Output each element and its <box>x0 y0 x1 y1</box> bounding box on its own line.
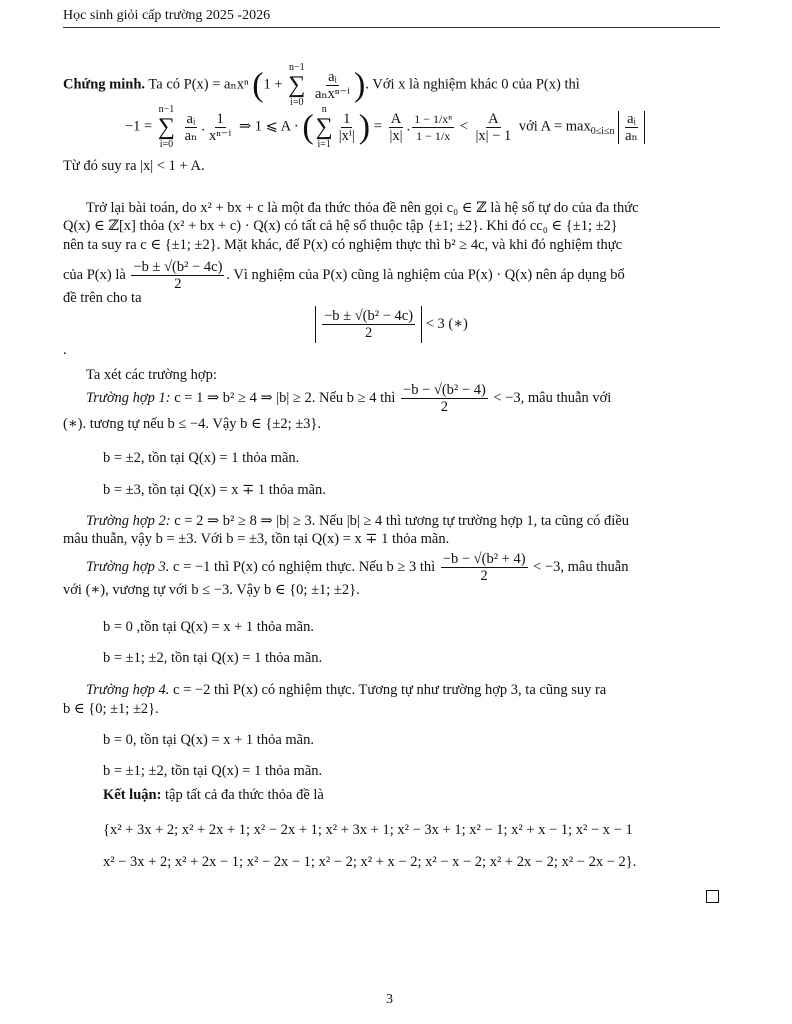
para2-line-4: của P(x) là $\frac{\text{−b ± √(b² − 4c)}}{2}$ . Vì nghiệm của P(x) cũng là nghiệm của P(x) · Q(x) nên áp dụng bổ <box>63 259 625 292</box>
running-header: Học sinh giỏi cấp trường 2025 -2026 <box>63 8 720 28</box>
case-1-sub-2: b = ±3, tồn tại Q(x) = x ∓ 1 thỏa mãn. <box>103 482 326 498</box>
sum-symbol: n ∑ i=1 <box>315 104 333 150</box>
case-4-line-1: Trường hợp 4. c = −2 thì P(x) có nghiệm thực. Tương tự như trường hợp 3, ta cũng suy ra <box>86 682 607 698</box>
text: Ta có P(x) = aₙxⁿ <box>148 76 249 93</box>
case-3-sub-1: b = 0 ,tồn tại Q(x) = x + 1 thỏa mãn. <box>103 619 314 635</box>
paren: ( <box>252 66 264 104</box>
case-2-line-2: mâu thuẫn, vậy b = ±3. Với b = ±3, tồn tại Q(x) = x ∓ 1 thỏa mãn. <box>63 531 450 547</box>
math: 1 + <box>263 76 283 93</box>
para2-line-1: Trở lại bài toán, do x² + bx + c là một đa thức thỏa đề nên gọi c₀ ∈ ℤ là hệ số tự do của đa thức <box>86 200 639 216</box>
case-4-sub-2: b = ±1; ±2, tồn tại Q(x) = 1 thỏa mãn. <box>103 763 323 779</box>
case-4-line-2: b ∈ {0; ±1; ±2}. <box>63 701 159 717</box>
display-inequality: $\frac{\text{−b ± √(b² − 4c)}}{2}$ < 3 (∗) <box>63 306 720 343</box>
proof-label: Chứng minh. <box>63 76 146 93</box>
polynomial-list-line-1: {x² + 3x + 2; x² + 2x + 1; x² − 2x + 1; x² + 3x + 1; x² − 3x + 1; x² − 1; x² + x − 1; x² − x − 1 <box>103 822 633 838</box>
sum-symbol: n−1 ∑ i=0 <box>157 104 175 150</box>
proof-equation: −1 = n−1 ∑ i=0 $\frac{\text{aᵢ}}{\text{aₙ}}$ . $\frac{1}{\text{xⁿ⁻ⁱ}}$ ⇒ 1 ⩽ A · ( n ∑ i=1 $\frac{1}{\text{|xⁱ|}}$ ) = $\frac{A}{|x|}$ . $\frac{\text{1 − 1/xⁿ}}{1 - 1/x}$ < $\frac{A}{|x| - 1}$ với $A = \max_{0\le i\le n}$ $\frac{\text{aᵢ}}{\text{aₙ}}$ <box>125 104 725 150</box>
qed-square-icon <box>706 890 719 903</box>
case-1-line-1: Trường hợp 1: c = 1 ⇒ b² ≥ 4 ⇒ |b| ≥ 2. Nếu b ≥ 4 thì $\frac{\text{−b − √(b² − 4)}}{2}$ < −3, mâu thuẫn với <box>86 382 612 415</box>
para2-line-3: nên ta suy ra c ∈ {±1; ±2}. Mặt khác, để P(x) có nghiệm thực thì b² ≥ 4c, và khi đó nghiệm thực <box>63 237 623 253</box>
fraction: aᵢ aₙxⁿ⁻ⁱ <box>314 68 351 102</box>
stray-dot: . <box>63 342 67 358</box>
case-3-sub-2: b = ±1; ±2, tồn tại Q(x) = 1 thỏa mãn. <box>103 650 323 666</box>
text: . Với x là nghiệm khác 0 của P(x) thì <box>365 76 580 93</box>
page-number: 3 <box>386 992 393 1007</box>
case-1-line-2: (∗). tương tự nếu b ≤ −4. Vậy b ∈ {±2; ±3}. <box>63 416 322 432</box>
case-4-sub-1: b = 0, tồn tại Q(x) = x + 1 thỏa mãn. <box>103 732 314 748</box>
sum-symbol: n−1 ∑ i=0 <box>288 62 306 108</box>
proof-conclusion: Từ đó suy ra |x| < 1 + A. <box>63 158 205 174</box>
para2-line-5: đề trên cho ta <box>63 290 142 306</box>
case-1-sub-1: b = ±2, tồn tại Q(x) = 1 thỏa mãn. <box>103 450 300 466</box>
case-2-line-1: Trường hợp 2: c = 2 ⇒ b² ≥ 8 ⇒ |b| ≥ 3. Nếu |b| ≥ 4 thì tương tự trường hợp 1, ta cũng có điều <box>86 513 630 529</box>
polynomial-list-line-2: x² − 3x + 2; x² + 2x − 1; x² − 2x − 1; x² − 2; x² + x − 2; x² − x − 2; x² + 2x − 2; x² − 2x − 2}. <box>103 854 637 870</box>
para2-line-2: Q(x) ∈ ℤ[x] thỏa (x² + bx + c) · Q(x) có tất cả hệ số thuộc tập {±1; ±2}. Khi đó cc₀ ∈ {±1; ±2} <box>63 218 618 234</box>
case-3-line-2: với (∗), vương tự với b ≤ −3. Vậy b ∈ {0; ±1; ±2}. <box>63 582 360 598</box>
case-3-line-1: Trường hợp 3. c = −1 thì P(x) có nghiệm thực. Nếu b ≥ 3 thì $\frac{\text{−b − √(b² + 4)}}{2}$ < −3, mâu thuẫn <box>86 551 629 584</box>
cases-intro: Ta xét các trường hợp: <box>86 367 217 383</box>
proof-line-1: Chứng minh. Ta có P(x) = aₙxⁿ (1 + n−1 ∑ i=0 aᵢ aₙxⁿ⁻ⁱ ). Với x là nghiệm khác 0 của P(x) thì <box>63 62 580 108</box>
conclusion-line: Kết luận: tập tất cả đa thức thỏa đề là <box>103 787 324 803</box>
